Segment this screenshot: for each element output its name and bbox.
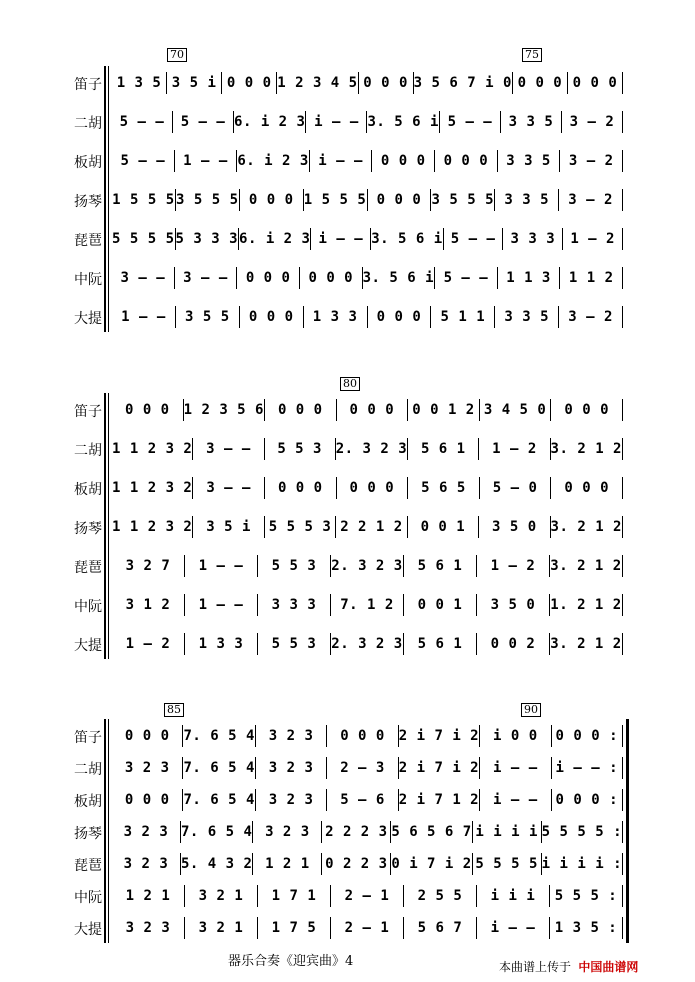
measure: 1 3 3 (312, 309, 358, 325)
measure: 2 – 3 (340, 760, 385, 776)
measure: 0 0 1 2 (412, 402, 475, 418)
measure: 1 7 1 (271, 888, 317, 904)
score-system-3 (0, 703, 695, 943)
barline (622, 189, 623, 211)
measure: 2. 3 2 3 (331, 558, 403, 574)
instrument-staff-row (112, 438, 623, 460)
measure: 1 2 1 (125, 888, 171, 904)
measure: 3 – – (206, 480, 251, 496)
instrument-label: 板胡 (74, 794, 102, 810)
measure: 3 – 2 (568, 309, 613, 325)
measure: 3 1 2 (125, 597, 171, 613)
instrument-label: 二胡 (74, 762, 102, 778)
instrument-staff-row (112, 516, 623, 538)
barline (622, 725, 623, 747)
measure: 0 i 7 i 2 (391, 856, 472, 872)
measure: 3 3 5 (504, 192, 550, 208)
instrument-staff-row (112, 306, 623, 328)
measure: 0 0 0 : (555, 728, 619, 744)
measure: 1 – – (183, 153, 228, 169)
measure: 5 – 6 (340, 792, 385, 808)
measure: 1 – 2 (492, 441, 537, 457)
measure: i – – (493, 760, 538, 776)
instrument-staff-row (112, 228, 623, 250)
barline (622, 516, 623, 538)
barline (622, 111, 623, 133)
measure: 5 – – (450, 231, 496, 247)
measure: 3. 2 1 2 (550, 558, 622, 574)
measure: 0 0 2 (490, 636, 536, 652)
instrument-staff-row (112, 267, 623, 289)
measure: 5 5 5 5 (475, 856, 538, 872)
measure: 2 5 5 (417, 888, 463, 904)
system-brace (104, 719, 106, 943)
instrument-staff-row (112, 757, 623, 779)
measure: 3. 5 6 i (371, 231, 443, 247)
instrument-label: 二胡 (74, 443, 102, 459)
credit-text: 本曲谱上传于 (499, 960, 572, 974)
measure: 7. 6 5 4 (183, 728, 255, 744)
measure: 3. 5 6 i (362, 270, 435, 286)
measure: 1 5 5 5 (303, 192, 367, 208)
measure: 2 i 7 i 2 (398, 728, 480, 744)
measure: 3 5 0 (490, 597, 536, 613)
measure: 6. i 2 3 (237, 153, 309, 169)
measure: 0 0 0 (124, 792, 170, 808)
barline (622, 267, 623, 289)
measure: 0 0 0 (248, 192, 294, 208)
measure: 3 2 3 (268, 792, 314, 808)
instrument-staff-row (112, 72, 623, 94)
measure: 3 2 3 (268, 728, 314, 744)
measure: 5 – 0 (492, 480, 538, 496)
measure: 3 5 5 (184, 309, 230, 325)
measure: i – – (314, 114, 359, 130)
measure: 1 – 2 (570, 231, 615, 247)
measure: 5. 4 3 2 (180, 856, 253, 872)
measure: 0 0 1 (420, 519, 466, 535)
measure: 0 0 0 (277, 402, 323, 418)
barline (622, 885, 623, 907)
measure: 1 – 2 (125, 636, 171, 652)
measure: 7. 6 5 4 (183, 792, 255, 808)
barline (622, 438, 623, 460)
measure: 5 5 5 5 : (541, 824, 623, 840)
instrument-staff-row (112, 150, 623, 172)
system-brace (104, 393, 106, 659)
measure: 1 1 2 (568, 270, 614, 286)
measure: 0 0 0 (443, 153, 489, 169)
measure: 1 2 3 4 5 (277, 75, 358, 91)
instrument-label: 中阮 (74, 890, 102, 906)
instrument-label: 中阮 (74, 272, 102, 288)
measure: 6. i 2 3 (239, 231, 311, 247)
instrument-label: 扬琴 (74, 826, 102, 842)
measure: 3 2 3 (124, 760, 170, 776)
barline (622, 306, 623, 328)
measure: 1 7 5 (271, 920, 317, 936)
measure: 3 – 2 (568, 192, 613, 208)
measure: 0 0 0 (349, 480, 395, 496)
instrument-label: 琵琶 (74, 560, 102, 576)
measure: 7. 6 5 4 (183, 760, 255, 776)
measure: 3 5 i (206, 519, 251, 535)
measure: 2. 3 2 3 (335, 441, 408, 457)
instrument-label: 笛子 (74, 404, 102, 420)
barline (622, 821, 623, 843)
measure: 3 2 7 (125, 558, 171, 574)
measure: 0 0 0 : (555, 792, 619, 808)
instrument-label: 笛子 (74, 730, 102, 746)
measure: 1 3 5 (116, 75, 162, 91)
barline (622, 72, 623, 94)
instrument-label: 中阮 (74, 599, 102, 615)
measure: 3 3 5 (506, 153, 551, 169)
measure: 0 0 0 (363, 75, 408, 91)
measure: i i i (490, 888, 536, 904)
measure: 5 6 1 (417, 636, 463, 652)
measure: 2. 3 2 3 (331, 636, 403, 652)
measure: 1 – 2 (490, 558, 536, 574)
measure: 3 – – (206, 441, 251, 457)
measure: 0 2 2 3 (325, 856, 388, 872)
measure: 3 2 1 (198, 888, 244, 904)
page-footer-title: 器乐合奏《迎宾曲》4 (228, 954, 354, 969)
system-brace-inner (108, 66, 109, 332)
measure: 1 – – (198, 597, 244, 613)
measure-number-70: 70 (167, 48, 187, 62)
measure: 3 4 5 0 (483, 402, 547, 418)
measure: 3 3 3 (510, 231, 556, 247)
instrument-label: 二胡 (74, 116, 102, 132)
measure: 0 0 0 (277, 480, 323, 496)
final-double-barline (626, 719, 629, 943)
measure: 1 3 5 : (554, 920, 618, 936)
measure: 1 1 3 (506, 270, 551, 286)
measure: i 0 0 (493, 728, 538, 744)
instrument-label: 琵琶 (74, 858, 102, 874)
measure: 5 5 5 3 (268, 519, 332, 535)
measure: 5 – – (443, 270, 489, 286)
measure: 2 – 1 (344, 920, 390, 936)
barline (622, 228, 623, 250)
measure: 3 5 i (171, 75, 217, 91)
measure: 3 5 5 5 (176, 192, 239, 208)
measure-number-80: 80 (340, 377, 360, 391)
instrument-label: 大提 (74, 922, 102, 938)
measure-number-85: 85 (164, 703, 184, 717)
measure: 0 0 0 (376, 192, 422, 208)
instrument-staff-row (112, 111, 623, 133)
barline (622, 399, 623, 421)
instrument-staff-row (112, 594, 623, 616)
measure: 5 6 5 6 7 (391, 824, 472, 840)
measure: i – – (490, 920, 536, 936)
score-system-2 (0, 377, 695, 662)
instrument-staff-row (112, 917, 623, 939)
instrument-staff-row (112, 633, 623, 655)
barline (622, 917, 623, 939)
measure: 5 5 5 5 (112, 231, 175, 247)
instrument-staff-row (112, 725, 623, 747)
instrument-staff-row (112, 399, 623, 421)
barline (622, 594, 623, 616)
measure: 5 3 3 3 (175, 231, 239, 247)
measure: 0 0 0 (124, 728, 170, 744)
measure: 0 0 0 (517, 75, 563, 91)
measure-number-75: 75 (522, 48, 542, 62)
system-brace (104, 66, 106, 332)
measure: 0 0 0 (124, 402, 170, 418)
barline (622, 789, 623, 811)
measure: 1 1 2 3 2 (112, 519, 193, 535)
measure: 3 2 3 (123, 824, 169, 840)
barline (622, 633, 623, 655)
instrument-label: 大提 (74, 638, 102, 654)
instrument-label: 板胡 (74, 482, 102, 498)
measure: 1 – – (198, 558, 244, 574)
barline (622, 150, 623, 172)
measure: 5 5 3 (277, 441, 322, 457)
measure: 2 – 1 (344, 888, 390, 904)
measure: 3 3 5 (508, 114, 554, 130)
measure: 3 5 0 (492, 519, 537, 535)
barline (622, 757, 623, 779)
upload-credit (499, 958, 638, 975)
measure: 3. 2 1 2 (550, 636, 622, 652)
measure: 5 – – (180, 114, 226, 130)
instrument-label: 扬琴 (74, 521, 102, 537)
measure: 5 5 3 (271, 636, 317, 652)
measure: 7. 1 2 (340, 597, 394, 613)
barline (622, 477, 623, 499)
measure: 1 5 5 5 (112, 192, 175, 208)
instrument-staff-row (112, 885, 623, 907)
system-brace-inner (108, 393, 109, 659)
measure: i – – : (555, 760, 619, 776)
measure: 5 6 5 (421, 480, 466, 496)
measure: 2 2 2 3 (325, 824, 388, 840)
measure: 3 2 3 (125, 920, 171, 936)
measure: 3 3 5 (504, 309, 550, 325)
measure: 1. 2 1 2 (550, 597, 622, 613)
instrument-label: 笛子 (74, 77, 102, 93)
measure: 5 – – (119, 114, 165, 130)
measure: 0 0 0 (245, 270, 291, 286)
instrument-label: 琵琶 (74, 233, 102, 249)
measure: 5 – – (120, 153, 166, 169)
measure: 0 0 0 (349, 402, 395, 418)
barline (622, 853, 623, 875)
measure: 0 0 1 (417, 597, 463, 613)
instrument-staff-row (112, 853, 623, 875)
score-system-1 (0, 50, 695, 335)
measure: 0 0 0 (380, 153, 426, 169)
measure: 1 2 3 5 6 (183, 402, 264, 418)
measure: 0 0 0 (226, 75, 272, 91)
measure: 6. i 2 3 (234, 114, 306, 130)
measure: 1 2 1 (265, 856, 310, 872)
measure: 0 0 0 (308, 270, 354, 286)
measure: 5 – – (447, 114, 493, 130)
measure: i i i i (475, 824, 538, 840)
measure: 3 – – (183, 270, 228, 286)
instrument-label: 扬琴 (74, 194, 102, 210)
system-brace-inner (108, 719, 109, 943)
measure: 3 3 3 (271, 597, 317, 613)
measure: i – – (493, 792, 538, 808)
instrument-staff-row (112, 789, 623, 811)
instrument-label: 板胡 (74, 155, 102, 171)
measure: 5 5 5 : (554, 888, 618, 904)
measure: 2 i 7 i 2 (398, 760, 480, 776)
measure: 3. 5 6 i (367, 114, 439, 130)
measure: 1 1 2 3 2 (112, 441, 193, 457)
measure: 3 2 3 (268, 760, 314, 776)
measure: 0 0 0 (248, 309, 294, 325)
barline (622, 555, 623, 577)
measure: i – – (318, 153, 363, 169)
measure: 3. 2 1 2 (550, 441, 622, 457)
measure: 5 6 7 (417, 920, 463, 936)
measure: 1 1 2 3 2 (112, 480, 193, 496)
measure: 0 0 0 (572, 75, 618, 91)
measure: 3. 2 1 2 (550, 519, 622, 535)
measure: 0 0 0 (564, 402, 610, 418)
measure: 2 i 7 1 2 (398, 792, 480, 808)
measure: 3 – 2 (568, 153, 614, 169)
measure: i – – (318, 231, 364, 247)
measure: 5 6 1 (420, 441, 466, 457)
site-logo: 中国曲谱网 (578, 960, 639, 974)
measure-number-90: 90 (521, 703, 541, 717)
measure: 3 2 1 (198, 920, 244, 936)
instrument-staff-row (112, 189, 623, 211)
measure: 1 3 3 (198, 636, 244, 652)
measure: 0 0 0 (340, 728, 385, 744)
measure: 5 1 1 (440, 309, 486, 325)
measure: 7. 6 5 4 (180, 824, 253, 840)
measure: i i i i : (541, 856, 623, 872)
instrument-staff-row (112, 555, 623, 577)
measure: 3 2 3 (123, 856, 169, 872)
instrument-staff-row (112, 821, 623, 843)
measure: 1 – – (121, 309, 166, 325)
measure: 0 0 0 (376, 309, 422, 325)
instrument-staff-row (112, 477, 623, 499)
measure: 3 – – (120, 270, 166, 286)
measure: 5 6 1 (417, 558, 463, 574)
measure: 3 5 5 5 (431, 192, 495, 208)
measure: 5 5 3 (271, 558, 317, 574)
measure: 3 5 6 7 i 0 (413, 75, 512, 91)
instrument-label: 大提 (74, 311, 102, 327)
measure: 3 – 2 (569, 114, 615, 130)
measure: 2 2 1 2 (340, 519, 403, 535)
measure: 0 0 0 (564, 480, 610, 496)
measure: 3 2 3 (265, 824, 310, 840)
